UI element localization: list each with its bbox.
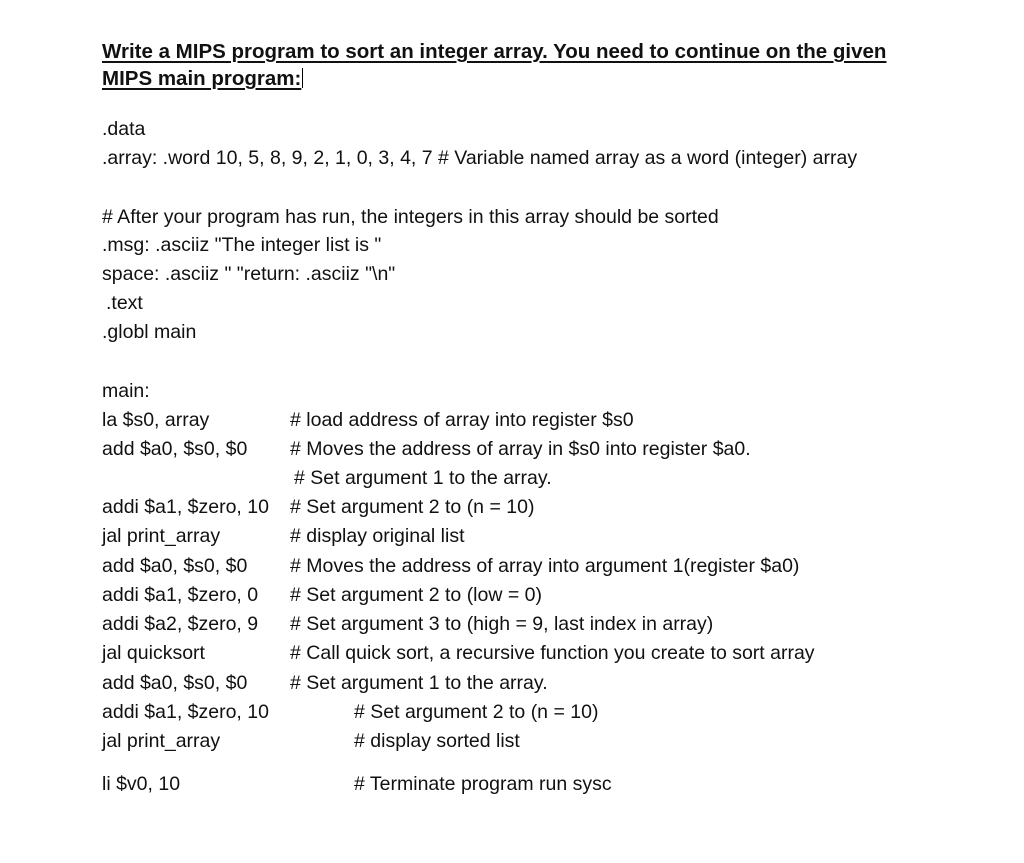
space-return-declaration: space: .asciiz " "return: .asciiz "\n" — [102, 263, 396, 285]
code-line: add $a0, $s0, $0 — [102, 672, 248, 694]
title-line-1: Write a MIPS program to sort an integer array. You need to continue on the given — [102, 40, 887, 63]
code-line: add $a0, $s0, $0 — [102, 438, 248, 460]
code-comment: # Call quick sort, a recursive function you create to sort array — [290, 642, 815, 664]
code-comment: # Moves the address of array into argument 1(register $a0) — [290, 555, 800, 577]
code-comment: # Set argument 1 to the array. — [294, 467, 552, 489]
data-directive: .data — [102, 118, 146, 140]
code-comment: # display original list — [290, 525, 465, 547]
text-cursor — [302, 68, 303, 88]
code-comment: # Set argument 2 to (n = 10) — [290, 496, 535, 518]
sorted-comment: # After your program has run, the integers in this array should be sorted — [102, 206, 719, 228]
code-comment: # load address of array into register $s0 — [290, 409, 634, 431]
code-comment: # Set argument 2 to (low = 0) — [290, 584, 543, 606]
title-line-2: MIPS main program: — [102, 67, 302, 90]
msg-declaration: .msg: .asciiz "The integer list is " — [102, 234, 382, 256]
text-directive: .text — [106, 292, 143, 314]
globl-directive: .globl main — [102, 321, 197, 343]
code-comment: # Terminate program run sysc — [354, 773, 612, 795]
code-comment: # display sorted list — [354, 730, 520, 752]
code-line: la $s0, array — [102, 409, 210, 431]
code-line: addi $a1, $zero, 10 — [102, 496, 269, 518]
code-comment: # Set argument 3 to (high = 9, last index in array) — [290, 613, 714, 635]
code-line: addi $a2, $zero, 9 — [102, 613, 259, 635]
code-line: li $v0, 10 — [102, 773, 181, 795]
code-line: add $a0, $s0, $0 — [102, 555, 248, 577]
code-line: jal print_array — [102, 730, 221, 752]
code-comment: # Moves the address of array in $s0 into register $a0. — [290, 438, 751, 460]
array-declaration: .array: .word 10, 5, 8, 9, 2, 1, 0, 3, 4, 7 # Variable named array as a word (integer) array — [102, 147, 858, 169]
main-label: main: — [102, 380, 150, 402]
code-line: jal quicksort — [102, 642, 205, 664]
page-title — [102, 38, 942, 92]
code-comment: # Set argument 2 to (n = 10) — [354, 701, 599, 723]
code-line: jal print_array — [102, 525, 221, 547]
code-comment: # Set argument 1 to the array. — [290, 672, 548, 694]
code-line: addi $a1, $zero, 10 — [102, 701, 269, 723]
code-line: addi $a1, $zero, 0 — [102, 584, 259, 606]
